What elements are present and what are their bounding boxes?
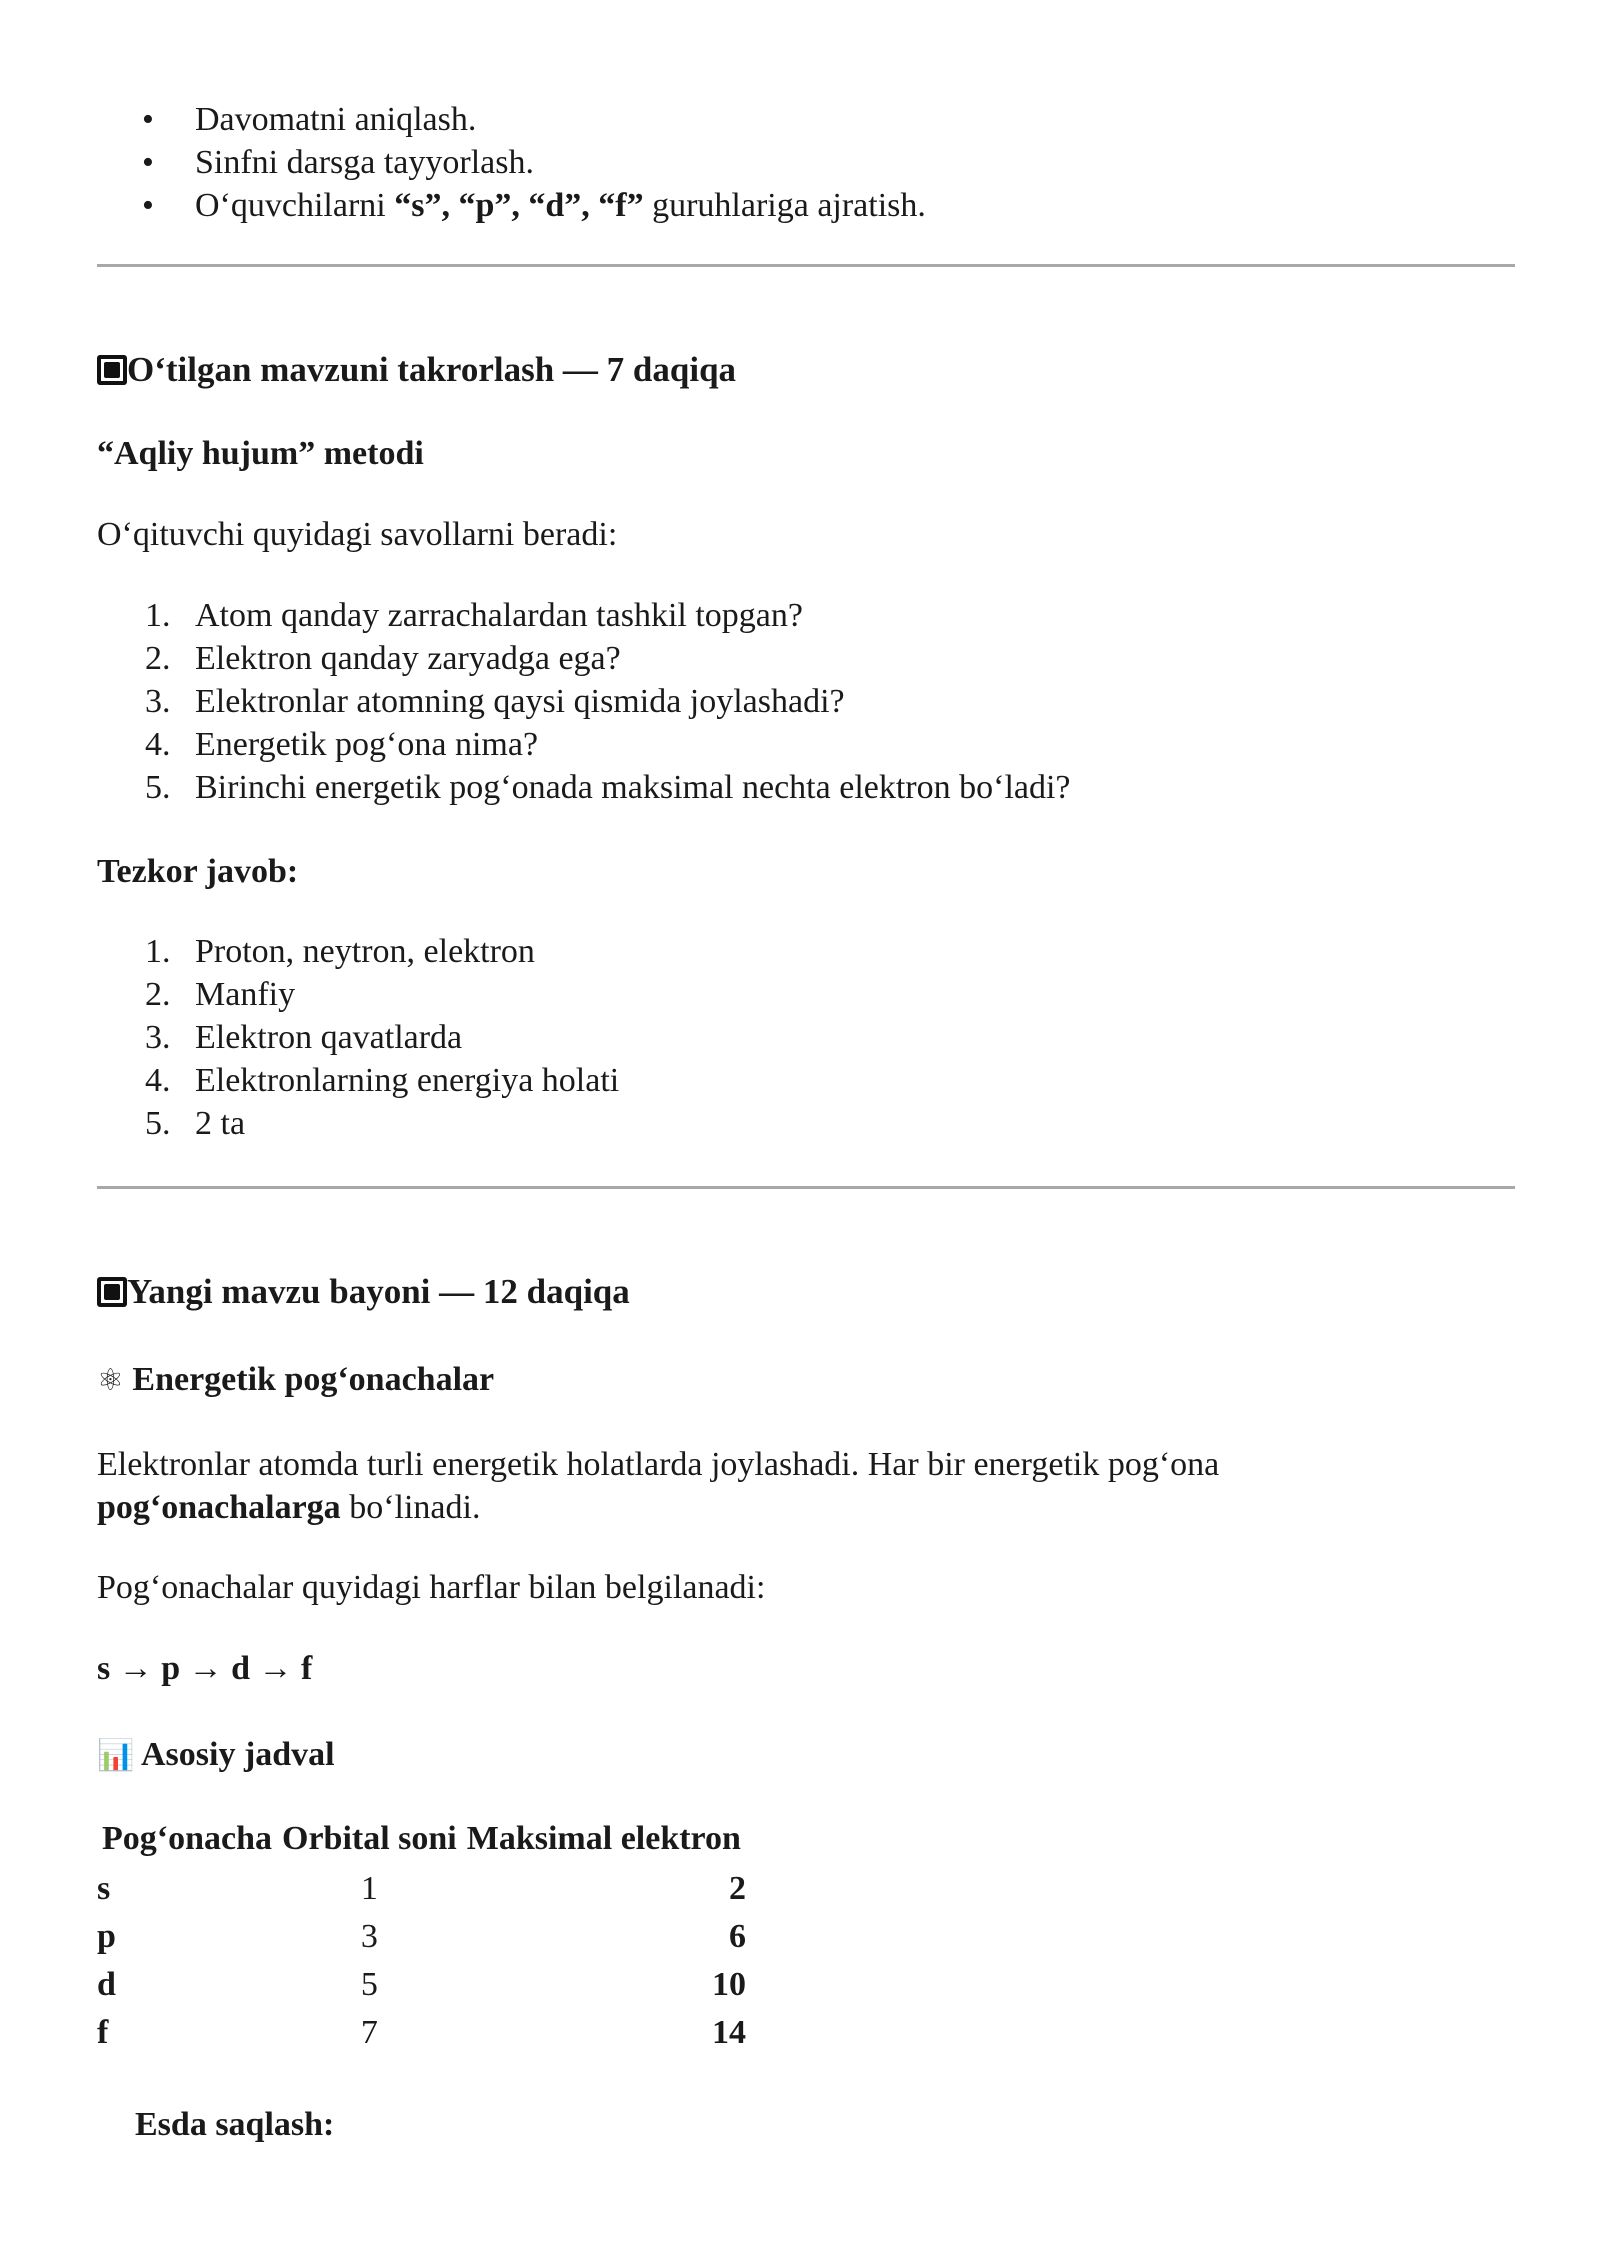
section1-heading bbox=[97, 348, 736, 391]
remember-heading: Esda saqlash: bbox=[135, 2106, 335, 2143]
intro-bullet-list bbox=[97, 98, 926, 227]
list-number: 2. bbox=[145, 976, 171, 1013]
table-row bbox=[97, 1864, 746, 1912]
bullet-text-suffix: guruhlariga ajratish. bbox=[643, 187, 926, 224]
list-item bbox=[97, 1016, 619, 1059]
divider bbox=[97, 264, 1515, 267]
section1-title: O‘tilgan mavzuni takrorlash — 7 daqiqa bbox=[127, 350, 737, 389]
list-item bbox=[97, 973, 619, 1016]
list-number: 4. bbox=[145, 726, 171, 763]
sublevel-sequence: s → p → d → f bbox=[97, 1650, 313, 1687]
subheading-text: Energetik pog‘onachalar bbox=[132, 1361, 495, 1398]
table-cell: d bbox=[97, 1965, 116, 2003]
table-header: Maksimal elektron bbox=[466, 1819, 741, 1857]
table-cell: 2 bbox=[728, 1869, 746, 1907]
section2-title: Yangi mavzu bayoni — 12 daqiqa bbox=[127, 1272, 630, 1311]
table-row bbox=[97, 1912, 746, 1960]
paragraph-tail-text: bo‘linadi. bbox=[340, 1489, 481, 1526]
paragraph-bold-text: pog‘onachalarga bbox=[97, 1489, 341, 1526]
divider bbox=[97, 1186, 1515, 1189]
list-item bbox=[97, 98, 926, 141]
table-cell: 10 bbox=[711, 1965, 746, 2003]
list-number: 5. bbox=[145, 1105, 171, 1142]
answer-text: Proton, neytron, elektron bbox=[195, 933, 535, 970]
paragraph-text: Elektronlar atomda turli energetik holatlarda joylashadi. Har bir energetik pog‘ona bbox=[97, 1446, 1220, 1483]
table-header: Orbital soni bbox=[282, 1819, 457, 1857]
table-cell: s bbox=[97, 1869, 111, 1907]
question-text: Birinchi energetik pog‘onada maksimal nechta elektron bo‘ladi? bbox=[195, 769, 1071, 806]
square-icon bbox=[97, 1277, 127, 1307]
bullet-text-bold: “s”, “p”, “d”, “f” bbox=[394, 187, 644, 224]
list-item bbox=[97, 637, 1071, 680]
section2-heading bbox=[97, 1270, 630, 1313]
table-cell: 14 bbox=[711, 2013, 746, 2051]
section2-paragraph-1 bbox=[97, 1443, 1517, 1529]
answer-text: 2 ta bbox=[195, 1105, 246, 1142]
list-item bbox=[97, 1059, 619, 1102]
table-cell: 6 bbox=[728, 1917, 746, 1955]
list-number: 5. bbox=[145, 769, 171, 806]
list-number: 3. bbox=[145, 1019, 171, 1056]
table-cell: 7 bbox=[360, 2013, 378, 2051]
list-number: 3. bbox=[145, 683, 171, 720]
list-item bbox=[97, 930, 619, 973]
energetic-sublevels-heading bbox=[97, 1358, 494, 1402]
list-item bbox=[97, 680, 1071, 723]
bullet-text: Sinfni darsga tayyorlash. bbox=[195, 144, 534, 181]
table-title: Asosiy jadval bbox=[140, 1736, 335, 1773]
list-number: 1. bbox=[145, 597, 171, 634]
table-header-row bbox=[97, 1812, 746, 1864]
section2-paragraph-2: Pog‘onachalar quyidagi harflar bilan belgilanadi: bbox=[97, 1569, 766, 1606]
atom-icon: ⚛ bbox=[97, 1363, 124, 1398]
method-heading: “Aqliy hujum” metodi bbox=[97, 435, 424, 472]
bar-chart-icon: 📊 bbox=[97, 1738, 135, 1773]
list-item bbox=[97, 594, 1071, 637]
answer-text: Elektronlarning energiya holati bbox=[195, 1062, 620, 1099]
table-header: Pog‘onacha bbox=[102, 1819, 272, 1857]
list-number: 2. bbox=[145, 640, 171, 677]
list-item bbox=[97, 766, 1071, 809]
table-heading bbox=[97, 1733, 335, 1777]
list-item bbox=[97, 141, 926, 184]
list-item bbox=[97, 723, 1071, 766]
list-number: 1. bbox=[145, 933, 171, 970]
table-row bbox=[97, 2008, 746, 2056]
question-text: Atom qanday zarrachalardan tashkil topgan? bbox=[195, 597, 803, 634]
answer-text: Elektron qavatlarda bbox=[195, 1019, 463, 1056]
question-text: Energetik pog‘ona nima? bbox=[195, 726, 539, 763]
table-cell: 5 bbox=[360, 1965, 378, 2003]
bullet-text-prefix: O‘quvchilarni bbox=[195, 187, 395, 224]
list-item bbox=[97, 1102, 619, 1145]
table-cell: 1 bbox=[360, 1869, 378, 1907]
section1-intro: O‘qituvchi quyidagi savollarni beradi: bbox=[97, 516, 618, 553]
question-text: Elektronlar atomning qaysi qismida joylashadi? bbox=[195, 683, 845, 720]
sublevel-table bbox=[97, 1812, 746, 2056]
table-cell: p bbox=[97, 1917, 116, 1955]
question-text: Elektron qanday zaryadga ega? bbox=[195, 640, 621, 677]
questions-list bbox=[97, 594, 1071, 809]
answer-text: Manfiy bbox=[195, 976, 296, 1013]
table-cell: 3 bbox=[360, 1917, 378, 1955]
square-icon bbox=[97, 355, 127, 385]
answers-heading: Tezkor javob: bbox=[97, 853, 299, 890]
answers-list bbox=[97, 930, 619, 1145]
bullet-text: Davomatni aniqlash. bbox=[195, 101, 477, 138]
table-row bbox=[97, 1960, 746, 2008]
table-cell: f bbox=[97, 2013, 109, 2051]
list-item bbox=[97, 184, 926, 227]
list-number: 4. bbox=[145, 1062, 171, 1099]
